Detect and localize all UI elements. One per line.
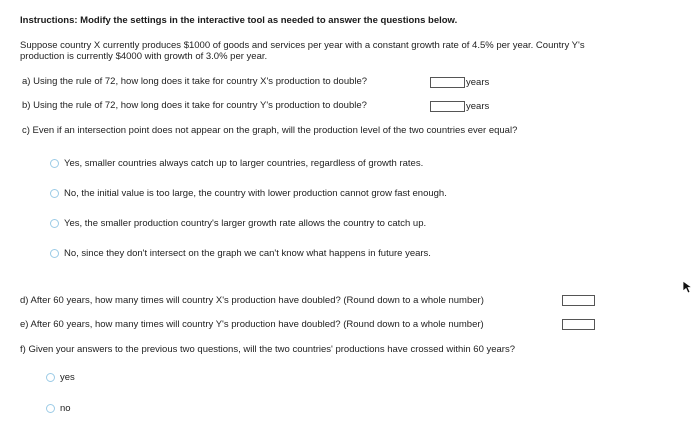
radio-button[interactable] <box>50 219 59 228</box>
option-c-4[interactable] <box>50 248 431 259</box>
option-f-no-label: no <box>60 403 71 414</box>
question-b: b) Using the rule of 72, how long does it take for country Y's production to double? <box>22 100 367 111</box>
problem-intro <box>20 40 585 62</box>
option-f-yes[interactable] <box>46 372 75 383</box>
option-c-3[interactable] <box>50 218 426 229</box>
question-e: e) After 60 years, how many times will country Y's production have doubled? (Round down to a whole number) <box>20 319 484 330</box>
answer-b-input[interactable] <box>430 101 465 112</box>
question-c: c) Even if an intersection point does not appear on the graph, will the production level of the two countries ever equal? <box>22 125 518 136</box>
answer-e-input[interactable] <box>562 319 595 330</box>
option-c-4-label: No, since they don't intersect on the graph we can't know what happens in future years. <box>64 248 431 259</box>
option-f-no[interactable] <box>46 403 71 414</box>
radio-button[interactable] <box>50 249 59 258</box>
radio-button[interactable] <box>46 404 55 413</box>
option-c-1[interactable] <box>50 158 423 169</box>
question-d: d) After 60 years, how many times will country X's production have doubled? (Round down to a whole number) <box>20 295 484 306</box>
radio-button[interactable] <box>46 373 55 382</box>
answer-a-unit: years <box>466 77 490 88</box>
answer-a-input[interactable] <box>430 77 465 88</box>
mouse-pointer-icon <box>682 280 694 294</box>
intro-line-1: Suppose country X currently produces $1000 of goods and services per year with a constant growth rate of 4.5% per year. Country Y's <box>20 40 585 51</box>
question-f: f) Given your answers to the previous two questions, will the two countries' productions have crossed within 60 years? <box>20 344 516 355</box>
answer-b-unit: years <box>466 101 490 112</box>
option-f-yes-label: yes <box>60 372 75 383</box>
option-c-2-label: No, the initial value is too large, the country with lower production cannot grow fast enough. <box>64 188 447 199</box>
radio-button[interactable] <box>50 159 59 168</box>
option-c-1-label: Yes, smaller countries always catch up to larger countries, regardless of growth rates. <box>64 158 424 169</box>
intro-line-2: production is currently $4000 with growth of 3.0% per year. <box>20 51 268 62</box>
option-c-3-label: Yes, the smaller production country's larger growth rate allows the country to catch up. <box>64 218 427 229</box>
answer-d-input[interactable] <box>562 295 595 306</box>
option-c-2[interactable] <box>50 188 447 199</box>
radio-button[interactable] <box>50 189 59 198</box>
instructions-text: Instructions: Modify the settings in the interactive tool as needed to answer the questions below. <box>20 15 458 26</box>
question-a: a) Using the rule of 72, how long does it take for country X's production to double? <box>22 76 368 87</box>
